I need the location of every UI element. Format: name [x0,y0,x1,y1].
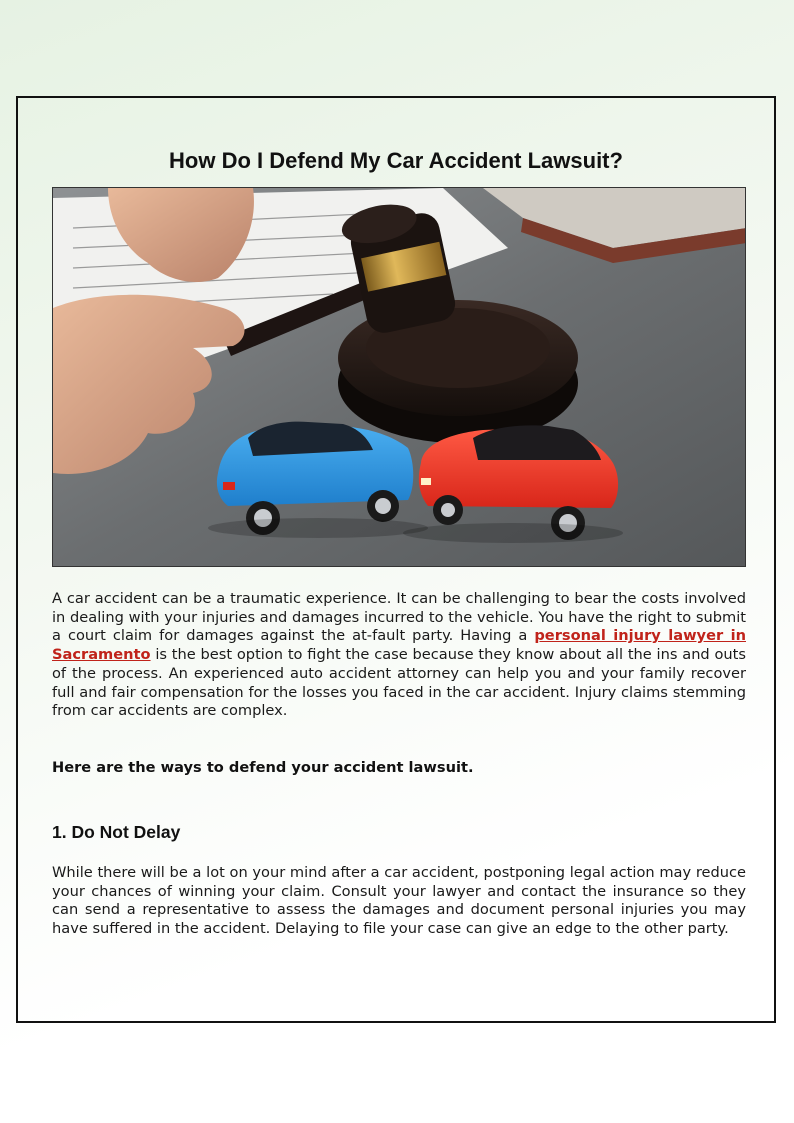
personal-injury-lawyer-link[interactable]: personal injury lawyer in Sacramento [52,627,746,664]
section-heading: 1. Do Not Delay [52,822,181,842]
hero-image [52,187,746,567]
intro-paragraph [52,590,746,721]
intro-text-after-link: is the best option to fight the case because they know about all the ins and outs of the process. An experienced auto accident attorney can help you and your family recover full and fair compensation for the losses you faced in the car accident. Injury claims stemming from car accidents are complex. [52,646,746,720]
gavel-and-toy-cars-photo [53,188,746,567]
page-frame [16,96,776,1023]
intro-text-before-link: A car accident can be a traumatic experience. It can be challenging to bear the costs involved in dealing with your injuries and damages incurred to the vehicle. You have the right to submit a court claim for damages against the at-fault party. Having a [52,590,746,645]
lead-in-text: Here are the ways to defend your accident lawsuit. [52,759,474,776]
section-body: While there will be a lot on your mind after a car accident, postponing legal action may reduce your chances of winning your claim. Consult your lawyer and contact the insurance so they can send a representative to assess the damages and document personal injuries you may have suffered in the accident. Delaying to file your case can give an edge to the other party. [52,864,746,938]
page-title: How Do I Defend My Car Accident Lawsuit? [169,148,623,173]
